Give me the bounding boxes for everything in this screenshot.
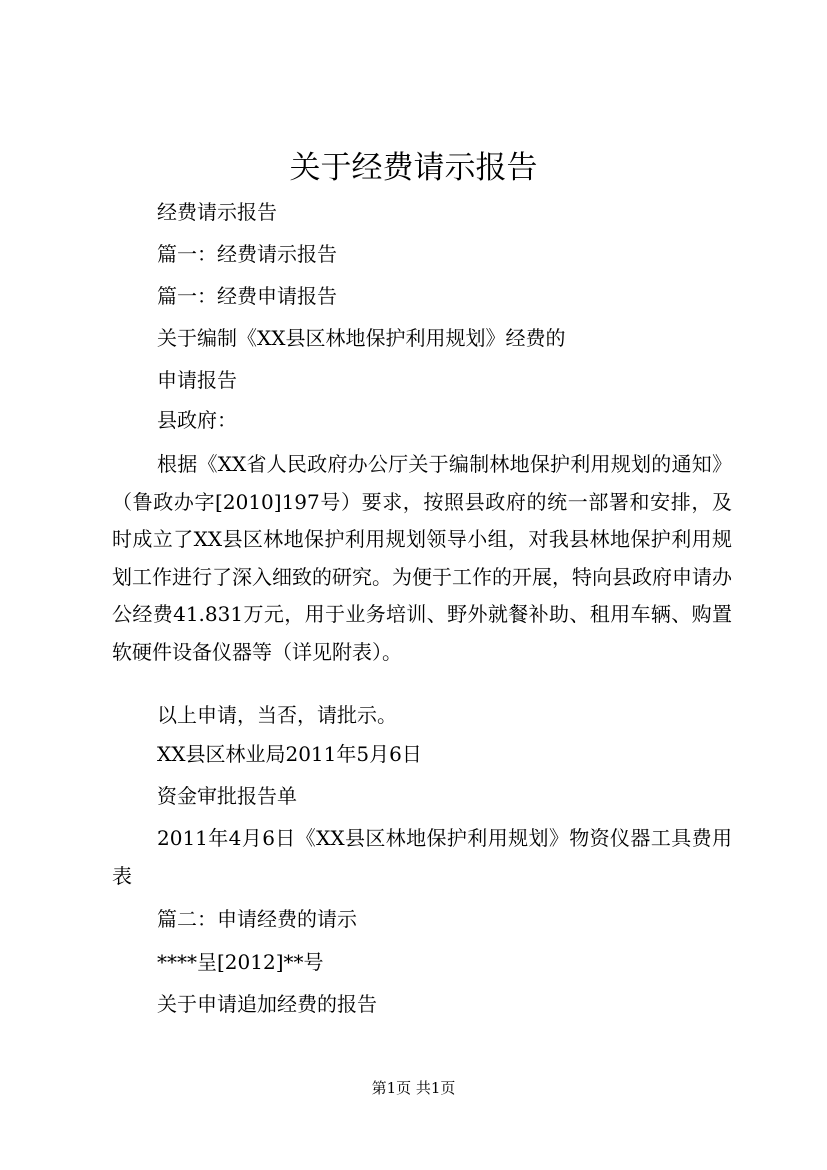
signature-line: XX县区林业局2011年5月6日: [157, 742, 422, 766]
page-footer: 第1页 共1页: [371, 1079, 456, 1097]
document-number: ****呈[2012]**号: [157, 950, 324, 974]
line-subject-cont: 申请报告: [157, 368, 237, 392]
form-title: 资金审批报告单: [157, 784, 297, 808]
section2-title: 篇二：申请经费的请示: [157, 907, 357, 931]
document-title: 关于经费请示报告: [289, 150, 538, 186]
body-paragraph: 根据《XX省人民政府办公厅关于编制林地保护利用规划的通知》（鲁政办字[2010]197号）要求，按照县政府的统一部署和安排，及时成立了XX县区林地保护利用规划领导小组，对我县林地保护利用规划工作进行了深入细致的研究。为便于工作的开展，特向县政府申请办公经费41.831万元，用于业务培训、野外就餐补助、租用车辆、购置软硬件设备仪器等（详见附表）。: [112, 452, 732, 664]
line-addressee: 县政府：: [157, 408, 237, 432]
line-heading: 经费请示报告: [157, 200, 277, 224]
line-section1: 篇一：经费请示报告: [157, 242, 337, 266]
form-line: 2011年4月6日《XX县区林地保护利用规划》物资仪器工具费用表: [112, 826, 732, 888]
closing-line: 以上申请，当否，请批示。: [157, 703, 397, 727]
line-subject: 关于编制《XX县区林地保护利用规划》经费的: [157, 326, 566, 350]
line-section1-alt: 篇一：经费申请报告: [157, 284, 337, 308]
section2-subtitle: 关于申请追加经费的报告: [157, 992, 377, 1016]
